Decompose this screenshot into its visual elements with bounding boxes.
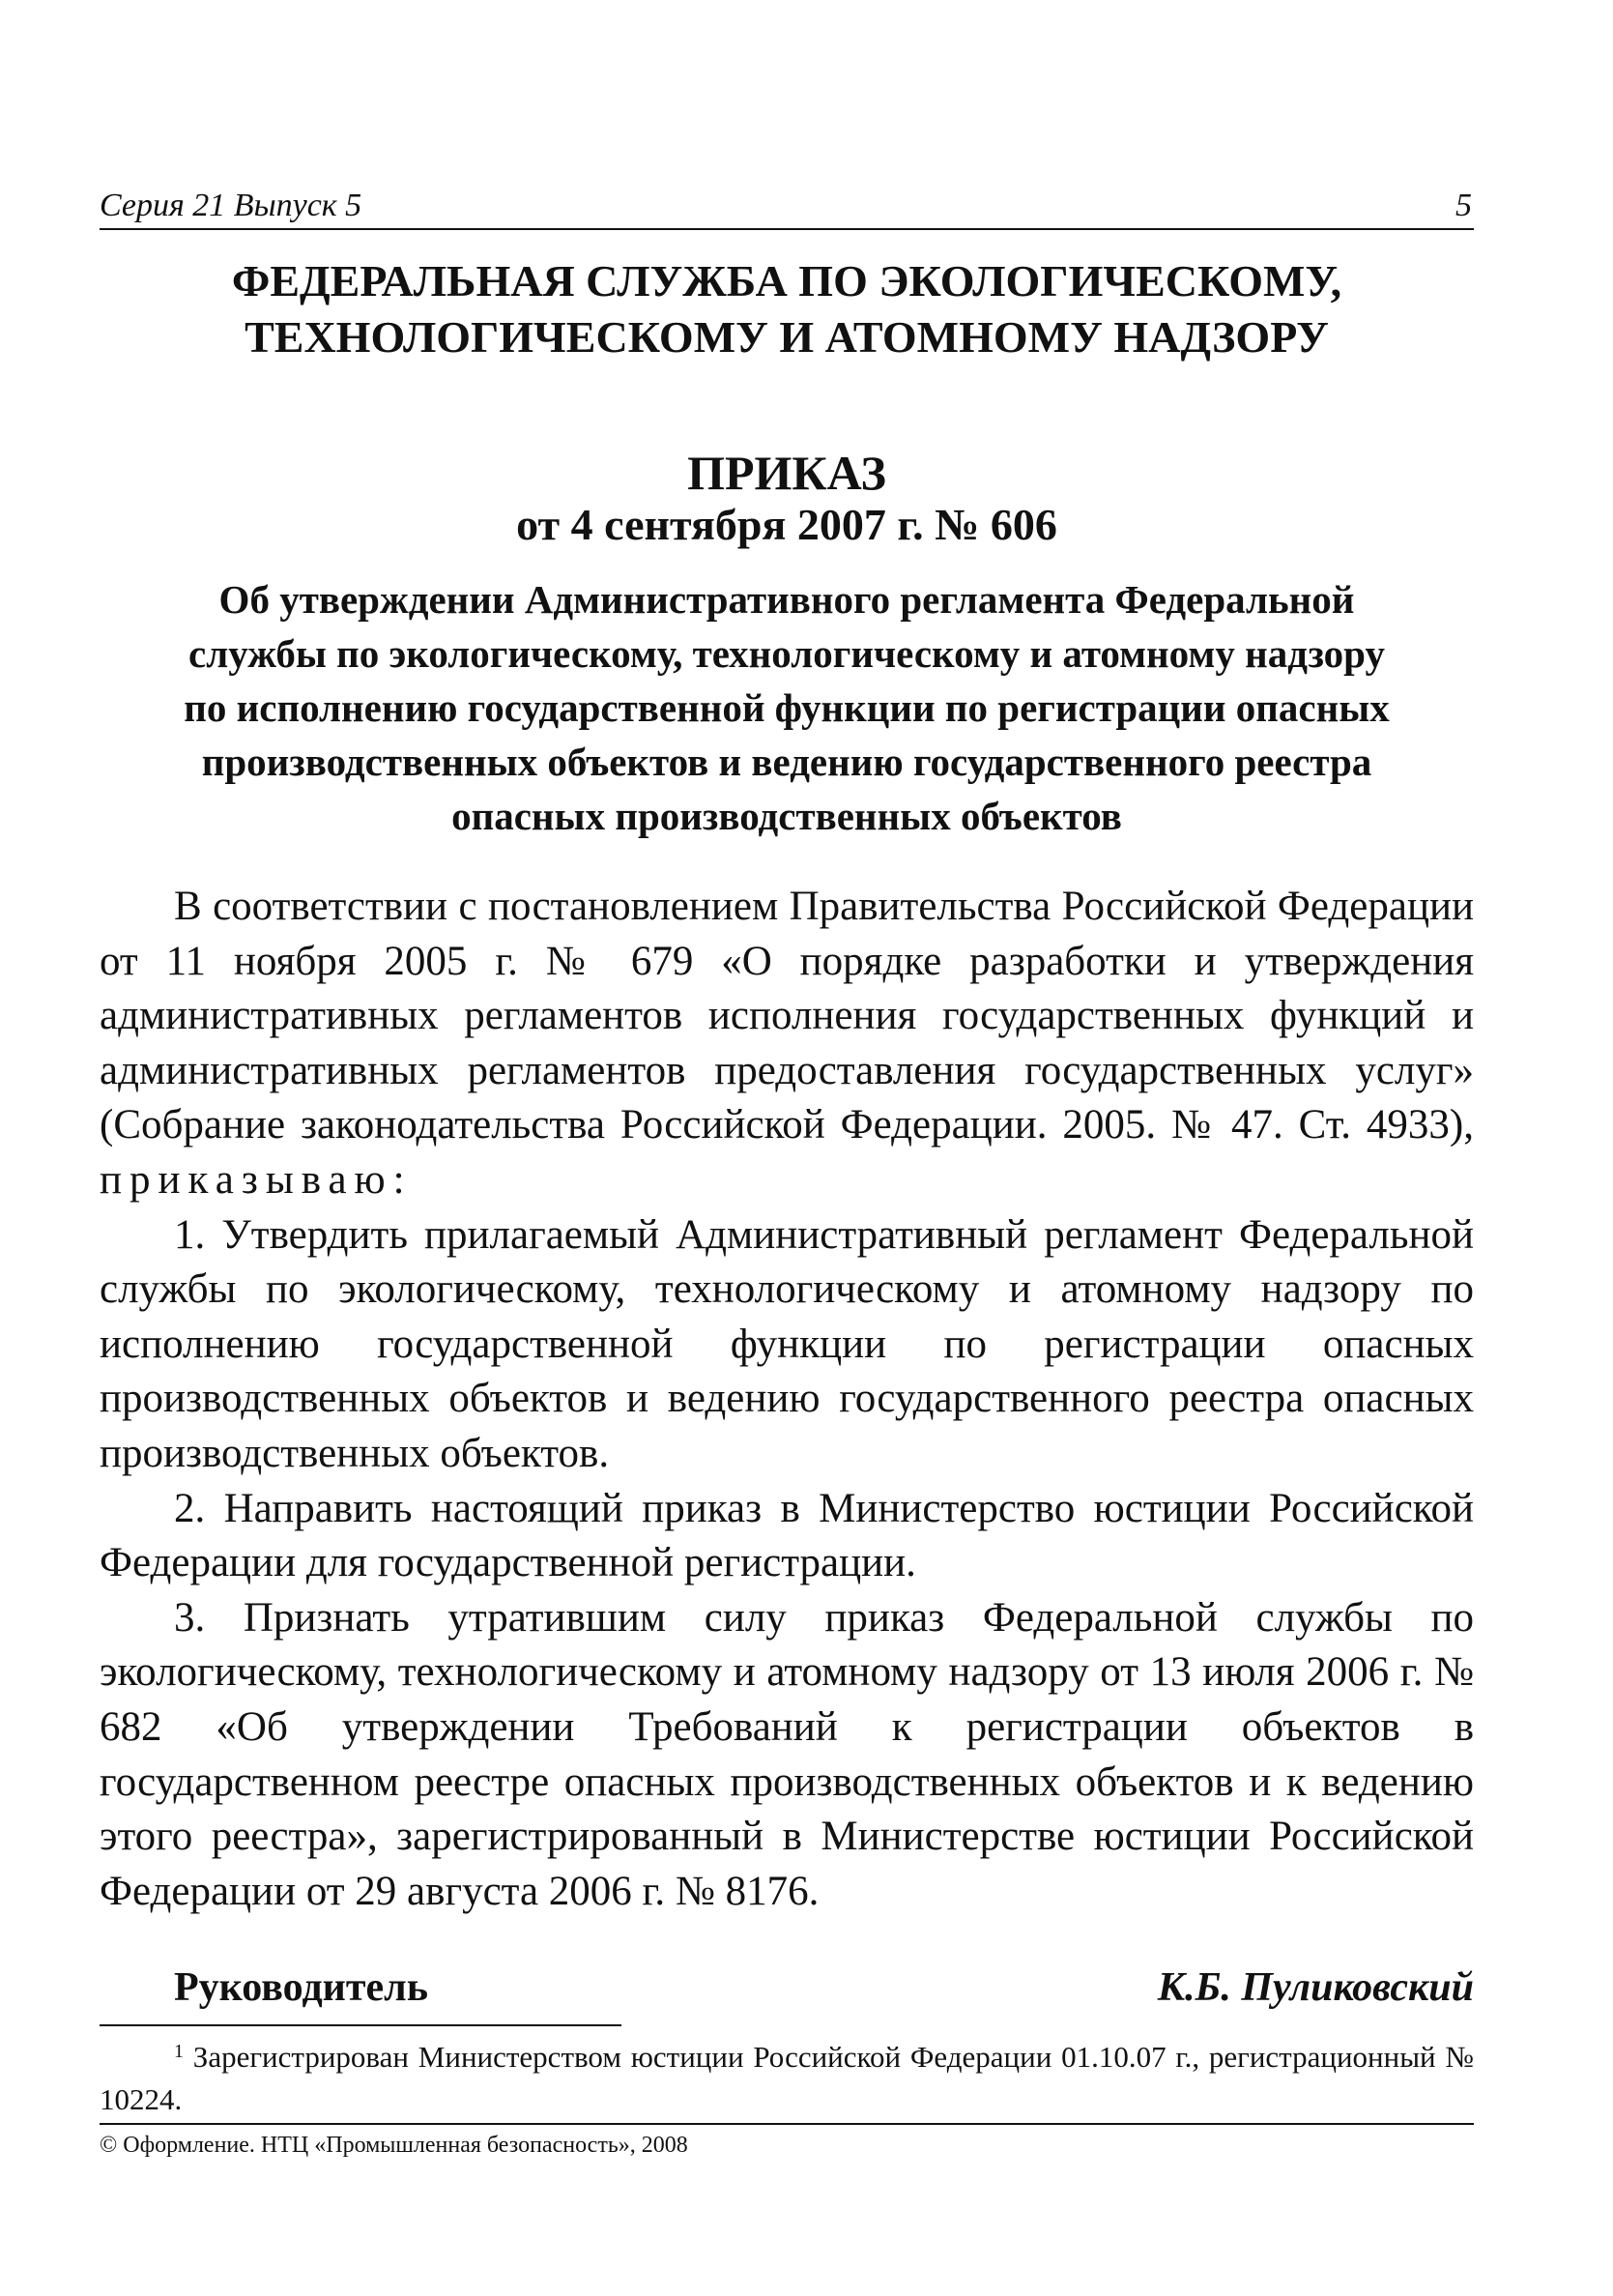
footnote-marker: 1 [174, 2041, 184, 2062]
signatory-name: К.Б. Пуликовский [1157, 1965, 1474, 2010]
order-body [100, 880, 1474, 1919]
agency-name-line: ТЕХНОЛОГИЧЕСКОМУ И АТОМНОМУ НАДЗОРУ [245, 312, 1329, 362]
copyright-divider [100, 2123, 1474, 2125]
order-item-2: 2. Направить настоящий приказ в Министерство юстиции Российской Федерации для государственной регистрации. [100, 1485, 1474, 1586]
copyright-notice: © Оформление. НТЦ «Промышленная безопасность», 2008 [100, 2133, 688, 2158]
order-subject [100, 572, 1474, 843]
order-item-1: 1. Утвердить прилагаемый Административный регламент Федеральной службы по экологическому, технологическому и атомному надзору по исполнению государственной функции по регистрации опасных производственных объектов и ведению государственного реестра опасных производственных объектов. [100, 1211, 1474, 1476]
preamble-paragraph [100, 880, 1474, 1208]
subject-line: Об утверждении Административного регламента Федеральной [218, 577, 1355, 622]
subject-line: службы по экологическому, технологическому и атомному надзору [188, 631, 1385, 676]
footnote-text: Зарегистрирован Министерством юстиции Российской Федерации 01.10.07 г., регистрационный № 10224. [100, 2040, 1475, 2116]
footnote-divider [100, 2024, 621, 2026]
order-title: ПРИКАЗ [687, 446, 886, 500]
series-label: Серия 21 Выпуск 5 [100, 188, 362, 223]
agency-name-line: ФЕДЕРАЛЬНАЯ СЛУЖБА ПО ЭКОЛОГИЧЕСКОМУ, [231, 256, 1342, 305]
order-item-3: 3. Признать утратившим силу приказ Федеральной службы по экологическому, технологическому и атомному надзору от 13 июля 2006 г. № 682 «Об утверждении Требований к регистрации объектов в государственном реестре опасных производственных объектов и к ведению этого реестра», зарегистрированный в Министерстве юстиции Российской Федерации от 29 августа 2006 г. № 8176. [100, 1594, 1474, 1914]
subject-line: опасных производственных объектов [451, 794, 1122, 838]
signatory-position: Руководитель [174, 1965, 428, 2010]
order-word: приказываю: [100, 1156, 413, 1203]
subject-line: по исполнению государственной функции по регистрации опасных [184, 685, 1390, 730]
page-number: 5 [1455, 188, 1472, 223]
agency-name [100, 253, 1474, 365]
footnote [100, 2030, 1474, 2121]
order-date-number: от 4 сентября 2007 г. № 606 [516, 500, 1057, 549]
running-header [100, 182, 1474, 230]
signature-block [100, 1964, 1474, 2019]
preamble-text: В соответствии с постановлением Правительства Российской Федерации от 11 ноября 2005 г. № 679 «О порядке разработки и утверждения административных регламентов исполнения государственных функций и административных регламентов предоставления государственных услуг» (Собрание законодательства Российской Федерации. 2005. № 47. Ст. 4933), [100, 884, 1474, 1148]
subject-line: производственных объектов и ведению государственного реестра [201, 740, 1372, 784]
